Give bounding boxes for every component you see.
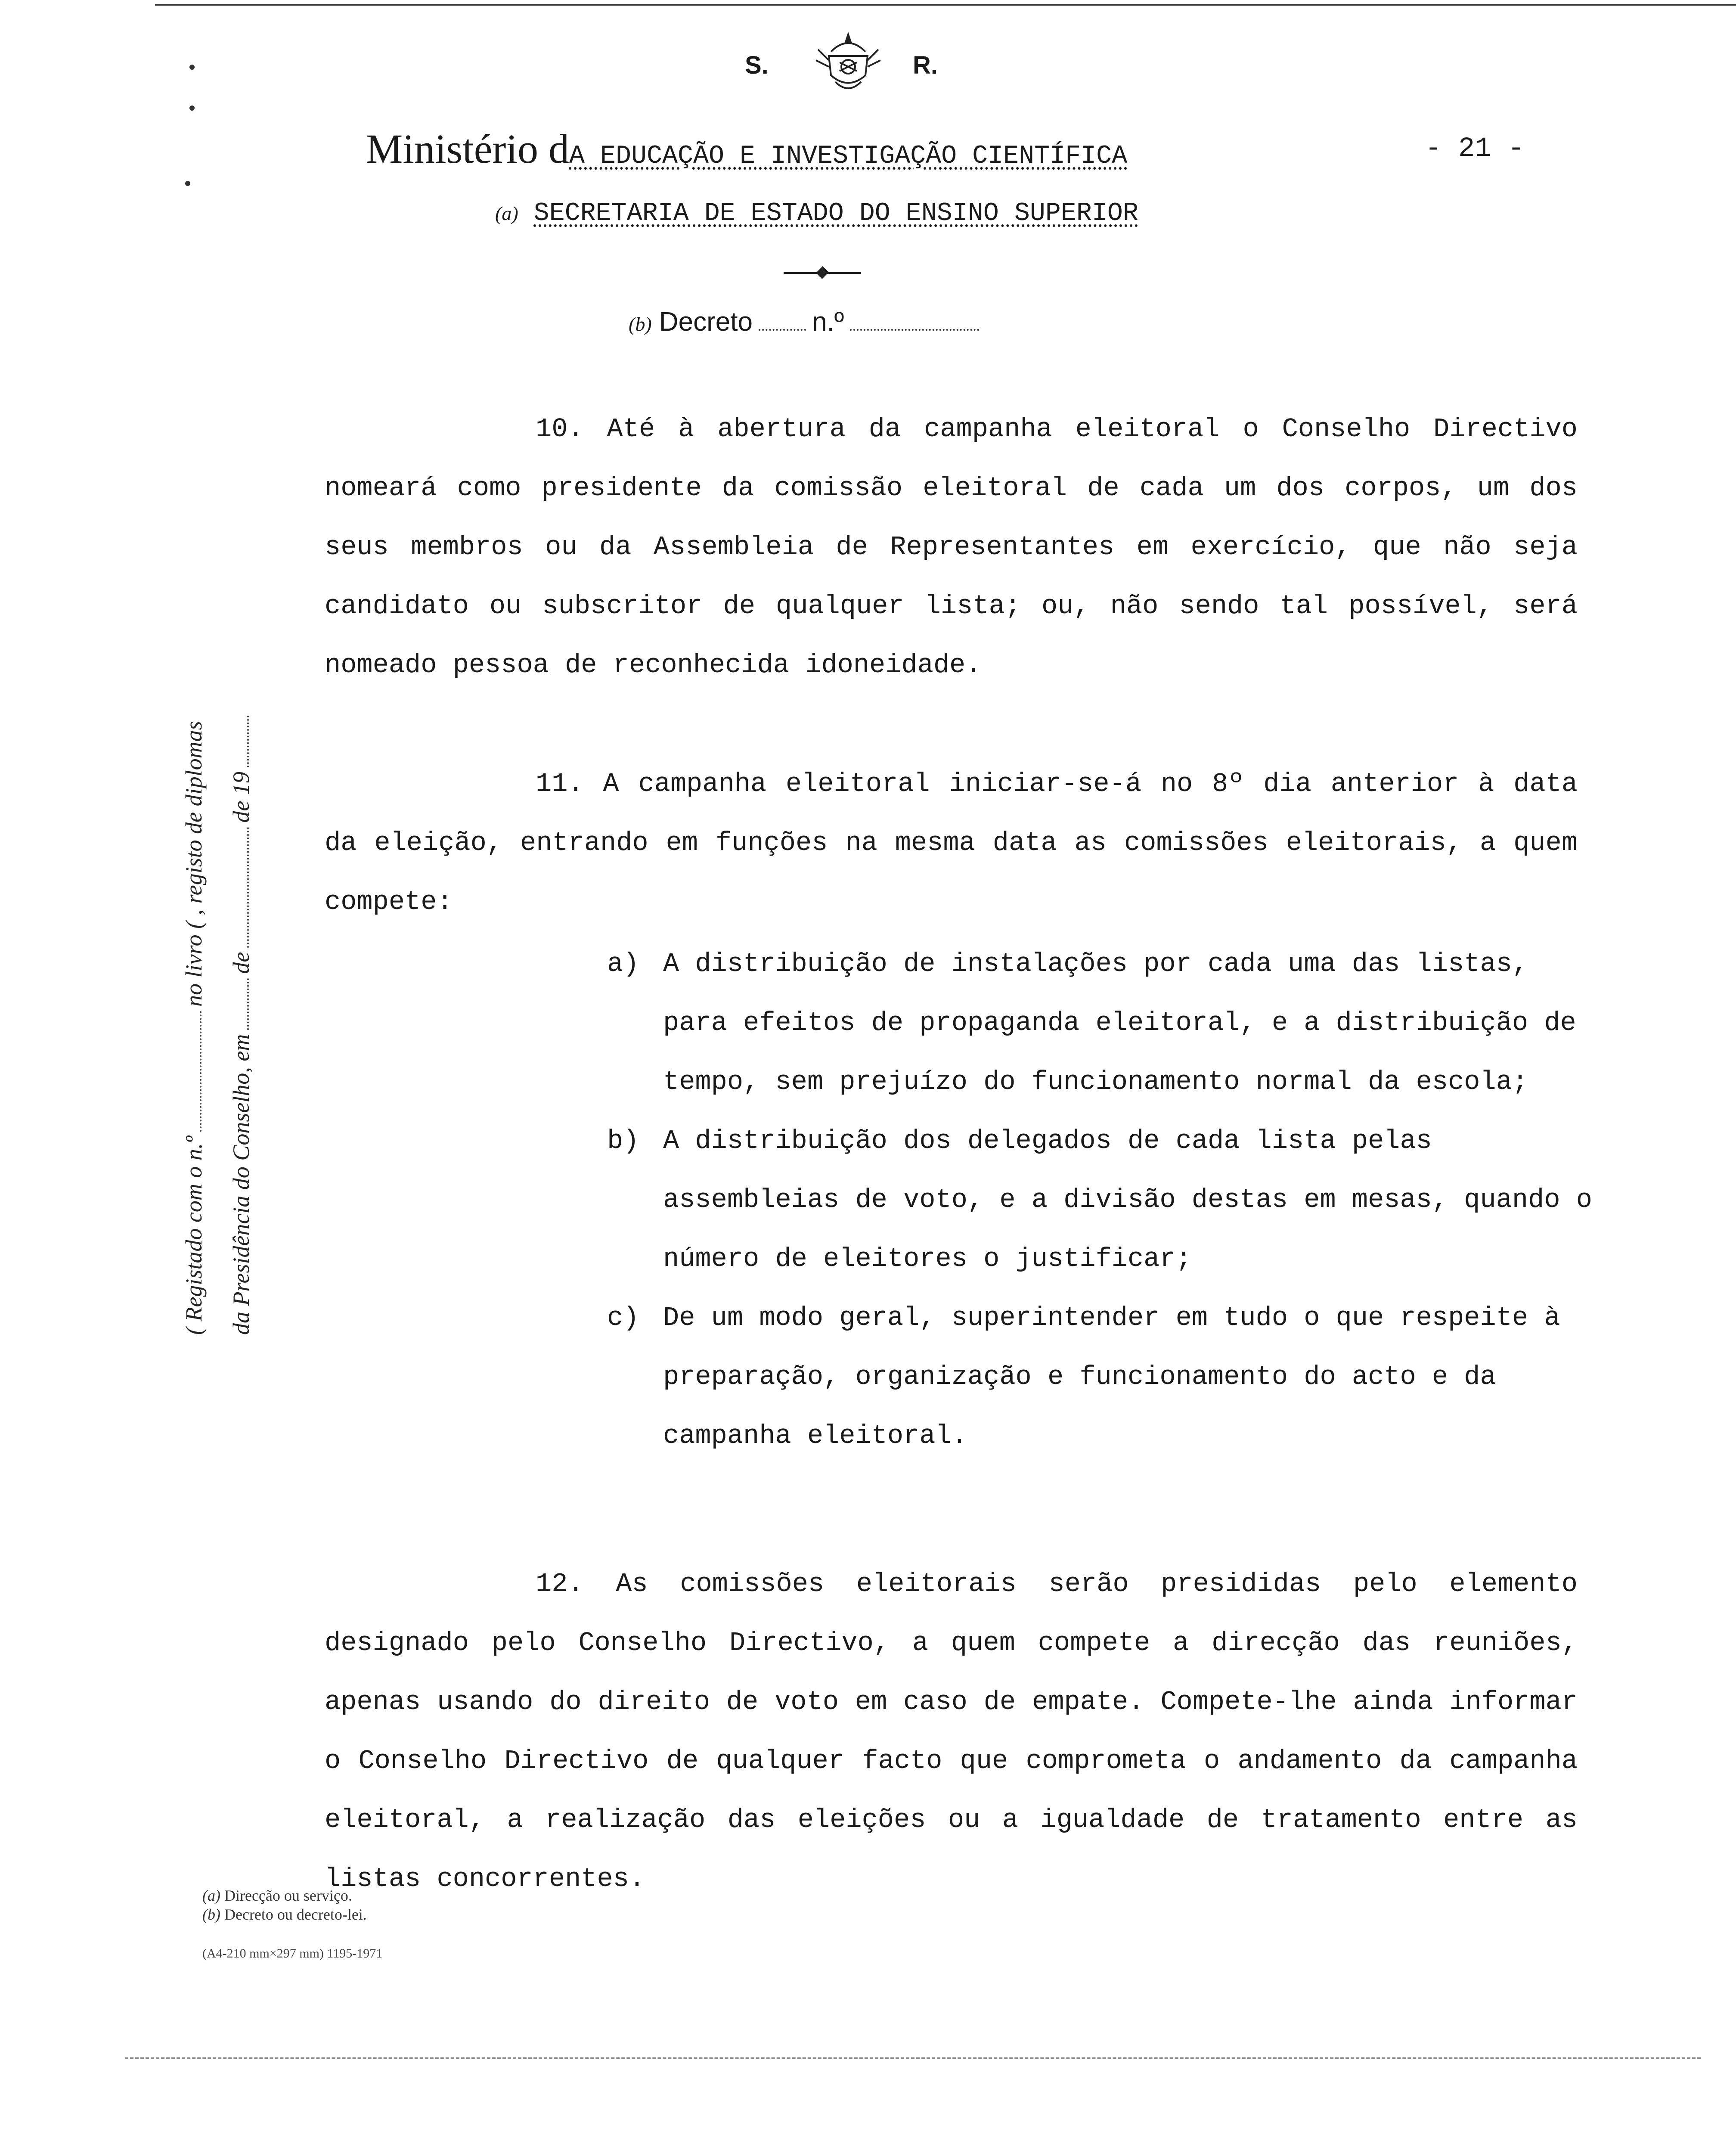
item-text: A distribuição de instalações por cada uma das listas, para efeitos de propaganda eleitoral, e a distribuição de tempo, sem prejuízo do funcionamento normal da escola; <box>663 949 1576 1097</box>
footnote-a-marker: (a) <box>202 1887 220 1904</box>
list-item <box>607 1288 1597 1465</box>
coat-of-arms-icon <box>805 26 891 99</box>
paragraph-12 <box>325 1554 1578 1908</box>
margin-note-line-1: ( Registado com o n.ºno livro ( , registo de diplomas <box>181 721 207 1335</box>
paragraph-12-text: 12. As comissões eleitorais serão presididas pelo elemento designado pelo Conselho Directivo, a quem compete a direcção das reuniões, apenas usando do direito de voto em caso de empate. Compete-lhe ainda informar o Conselho Directivo de qualquer facto que comprometa o andamento da campanha eleitoral, a realização das eleições ou a igualdade de tratamento entre as listas concorrentes. <box>325 1569 1578 1894</box>
paragraph-11-text: 11. A campanha eleitoral iniciar-se-á no 8º dia anterior à data da eleição, entrando em funções na mesma data as comissões eleitorais, a quem compete: <box>325 769 1578 917</box>
scan-speck <box>189 65 195 70</box>
list-item <box>607 1111 1597 1288</box>
secretaria-name: SECRETARIA DE ESTADO DO ENSINO SUPERIOR <box>533 199 1138 228</box>
footnote-a <box>202 1886 367 1905</box>
bottom-rule <box>125 2057 1701 2059</box>
ministry-title <box>366 125 1127 173</box>
ministry-name: A EDUCAÇÃO E INVESTIGAÇÃO CIENTÍFICA <box>569 142 1128 171</box>
secretaria-line <box>495 199 1138 228</box>
footnote-b <box>202 1905 367 1924</box>
ministry-prefix: Ministério d <box>366 126 569 172</box>
margin-note-blank <box>247 716 249 767</box>
item-letter: a) <box>607 949 639 979</box>
margin-note-registado: Registado com o n.º <box>181 1135 207 1322</box>
item-text: De um modo geral, superintender em tudo o que respeite à preparação, organização e funcionamento do acto e da campanha eleitoral. <box>663 1303 1560 1451</box>
margin-note-de: de <box>228 952 254 974</box>
top-rule <box>155 4 1736 6</box>
margin-note-presidencia: da Presidência do Conselho, em <box>228 1034 254 1335</box>
margin-note-year: de 19 <box>228 772 254 823</box>
decreto-blank <box>759 329 806 331</box>
footnote-a-text: Direcção ou serviço. <box>224 1887 352 1904</box>
margin-note-blank <box>247 978 249 1030</box>
list-item <box>607 934 1597 1111</box>
margin-note-blank <box>200 1011 202 1132</box>
margin-note-registo: registo de diplomas <box>181 721 207 904</box>
divider-ornament <box>816 266 829 279</box>
page-number: - 21 - <box>1425 133 1525 164</box>
paragraph-11 <box>325 754 1578 931</box>
paragraph-10 <box>325 400 1578 695</box>
print-reference: (A4-210 mm×297 mm) 1195-1971 <box>202 1946 383 1961</box>
numero-label: n.º <box>812 307 844 337</box>
item-letter: b) <box>607 1126 639 1156</box>
secretaria-marker: (a) <box>495 202 518 224</box>
registration-margin-note <box>170 711 265 1335</box>
letterhead-s: S. <box>745 51 769 79</box>
footnotes <box>202 1886 367 1924</box>
decreto-line <box>629 307 979 337</box>
scan-speck <box>185 181 190 186</box>
decreto-marker: (b) <box>629 313 652 335</box>
footnote-b-text: Decreto ou decreto-lei. <box>224 1906 367 1923</box>
item-text: A distribuição dos delegados de cada lista pelas assembleias de voto, e a divisão destas em mesas, quando o número de eleitores o justificar; <box>663 1126 1592 1274</box>
footnote-b-marker: (b) <box>202 1906 220 1923</box>
margin-note-line-2 <box>217 711 265 1335</box>
decreto-label: Decreto <box>659 307 753 337</box>
numero-blank <box>850 329 979 331</box>
item-list <box>607 934 1597 1465</box>
item-letter: c) <box>607 1303 639 1333</box>
margin-note-blank <box>247 827 249 948</box>
scan-speck <box>189 105 195 111</box>
margin-note-livro: no livro <box>181 934 207 1007</box>
paragraph-10-text: 10. Até à abertura da campanha eleitoral o Conselho Directivo nomeará como presidente da comissão eleitoral de cada um dos corpos, um dos seus membros ou da Assembleia de Representantes em exercício, que não seja candidato ou subscritor de qualquer lista; ou, não sendo tal possível, será nomeado pessoa de reconhecida idoneidade. <box>325 414 1578 680</box>
letterhead-r: R. <box>913 51 938 79</box>
